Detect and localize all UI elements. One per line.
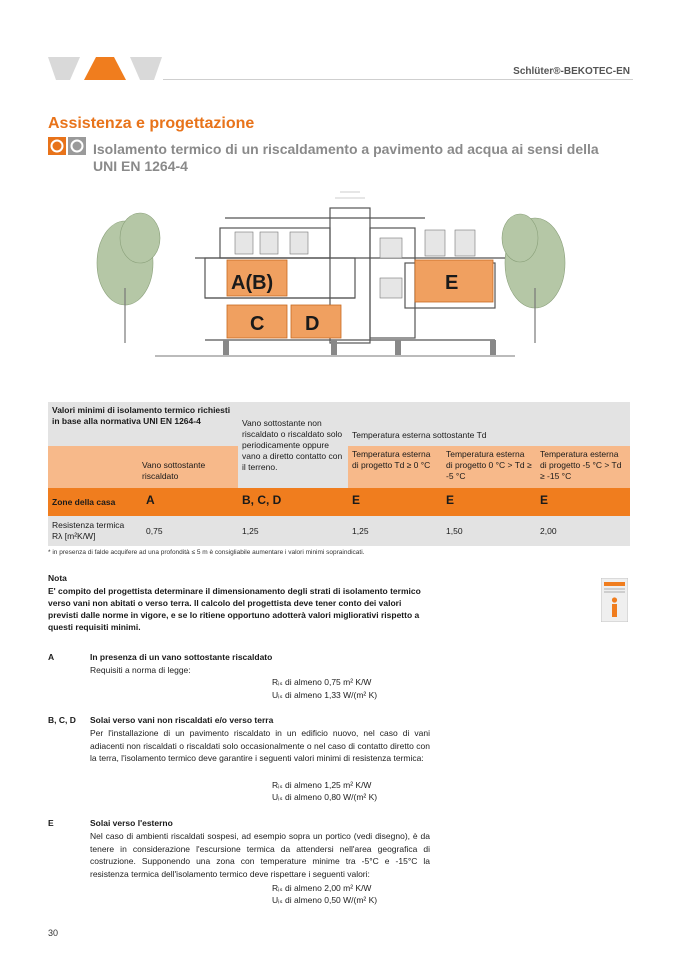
zone-cell: E xyxy=(352,493,361,507)
u-value-e: Uᵢₛ di almeno 0,50 W/(m² K) xyxy=(272,895,378,905)
zone-label-c: C xyxy=(250,313,265,335)
section-subtitle: Isolamento termico di un riscaldamento a pavimento ad acqua ai sensi della UNI EN 1264-4 xyxy=(93,141,599,174)
section-letter-e: E xyxy=(48,818,54,828)
section-heading-e: Solai verso l'esterno xyxy=(90,818,173,828)
resistance-cell: 1,50 xyxy=(446,526,463,536)
resistance-cell: 1,25 xyxy=(242,526,259,536)
row-label-spacer xyxy=(48,446,138,488)
zone-cell: A xyxy=(146,493,155,507)
col-e-header: Temperatura esterna di progetto -5 °C > Td ≥ -15 °C xyxy=(536,446,630,488)
section-body-bcd: Per l'installazione di un pavimento riscaldato in un edificio nuovo, nel caso di vani adiacenti non riscaldati o riscaldati solo occasionalmente o nel caso di contatto diretto con la terra, l'isolamento termico deve garantire i seguenti valori minimi di resistenza termica: xyxy=(90,728,430,763)
zone-cell: B, C, D xyxy=(242,493,282,507)
bullet-circles-icon xyxy=(48,137,88,155)
brand-name: Schlüter®-BEKOTEC-EN xyxy=(513,66,630,77)
building-section-illustration xyxy=(95,168,570,386)
zones-label: Zone della casa xyxy=(52,497,116,507)
u-value-a: Uᵢₛ di almeno 1,33 W/(m² K) xyxy=(272,690,378,700)
page-number: 30 xyxy=(48,928,59,938)
temp-group-header: Temperatura esterna sottostante Td xyxy=(348,402,630,446)
zone-label-e: E xyxy=(445,272,459,294)
table-header-row-2 xyxy=(48,446,630,488)
col-b-header: Vano sottostante non riscaldato o riscaldato solo periodicamente oppure vano a diretto contatto con il terreno. xyxy=(238,402,348,488)
zone-cell: E xyxy=(446,493,455,507)
header-rule xyxy=(163,79,633,80)
section-letter-a: A xyxy=(48,652,55,662)
table-main-header: Valori minimi di isolamento termico richiesti in base alla normativa UNI EN 1264-4 xyxy=(48,402,238,446)
col-c-header: Temperatura esterna di progetto Td ≥ 0 °C xyxy=(348,446,442,488)
zones-row xyxy=(48,488,630,516)
resistance-row xyxy=(48,516,630,546)
brand-logo-shapes xyxy=(48,56,163,82)
resistance-cell: 1,25 xyxy=(352,526,369,536)
r-value-e: Rᵢₛ di almeno 2,00 m² K/W xyxy=(272,883,372,893)
col-a-header: Vano sottostante riscaldato xyxy=(138,446,238,488)
info-icon xyxy=(601,578,628,622)
note-body: E' compito del progettista determinare il dimensionamento degli strati di isolamento termico verso vani non abitati o verso terra. Il calcolo del progettista deve tener conto dei valori previsti dalle norme in vigore, e se lo ritiene opportuno adotterà valori migliorativi rispetto a questi requisiti minimi. xyxy=(48,586,421,632)
zone-cell: E xyxy=(540,493,549,507)
section-body-a: Requisiti a norma di legge: xyxy=(90,665,191,675)
zone-label-ab: A(B) xyxy=(231,272,274,294)
zone-label-d: D xyxy=(305,313,320,335)
resistance-label: Resistenza termica Rλ [m²K/W] xyxy=(52,520,125,541)
note-heading: Nota xyxy=(48,573,67,583)
col-d-header: Temperatura esterna di progetto 0 °C > Td ≥ -5 °C xyxy=(442,446,536,488)
section-heading-bcd: Solai verso vani non riscaldati e/o verso terra xyxy=(90,715,274,725)
table-footnote: * in presenza di falde acquifere ad una profondità ≤ 5 m è consigliabile aumentare i valori minimi sopraindicati. xyxy=(48,549,365,556)
u-value-bcd: Uᵢₛ di almeno 0,80 W/(m² K) xyxy=(272,792,378,802)
r-value-bcd: Rᵢₛ di almeno 1,25 m² K/W xyxy=(272,780,372,790)
section-body-e: Nel caso di ambienti riscaldati sospesi, ad esempio sopra un portico (vedi disegno), è da tenere in considerazione l'escursione termica da attendersi nell'area geografica di costruzione. Supponendo una zona con temperature minime tra -5°C e -15°C la resistenza termica dell'isolamento termico deve rispettare i seguenti valori: xyxy=(90,831,430,879)
r-value-a: Rᵢₛ di almeno 0,75 m² K/W xyxy=(272,677,372,687)
section-letter-bcd: B, C, D xyxy=(48,715,76,725)
section-title: Assistenza e progettazione xyxy=(48,115,255,132)
section-heading-a: In presenza di un vano sottostante riscaldato xyxy=(90,652,273,662)
resistance-cell: 2,00 xyxy=(540,526,557,536)
resistance-cell: 0,75 xyxy=(146,526,163,536)
